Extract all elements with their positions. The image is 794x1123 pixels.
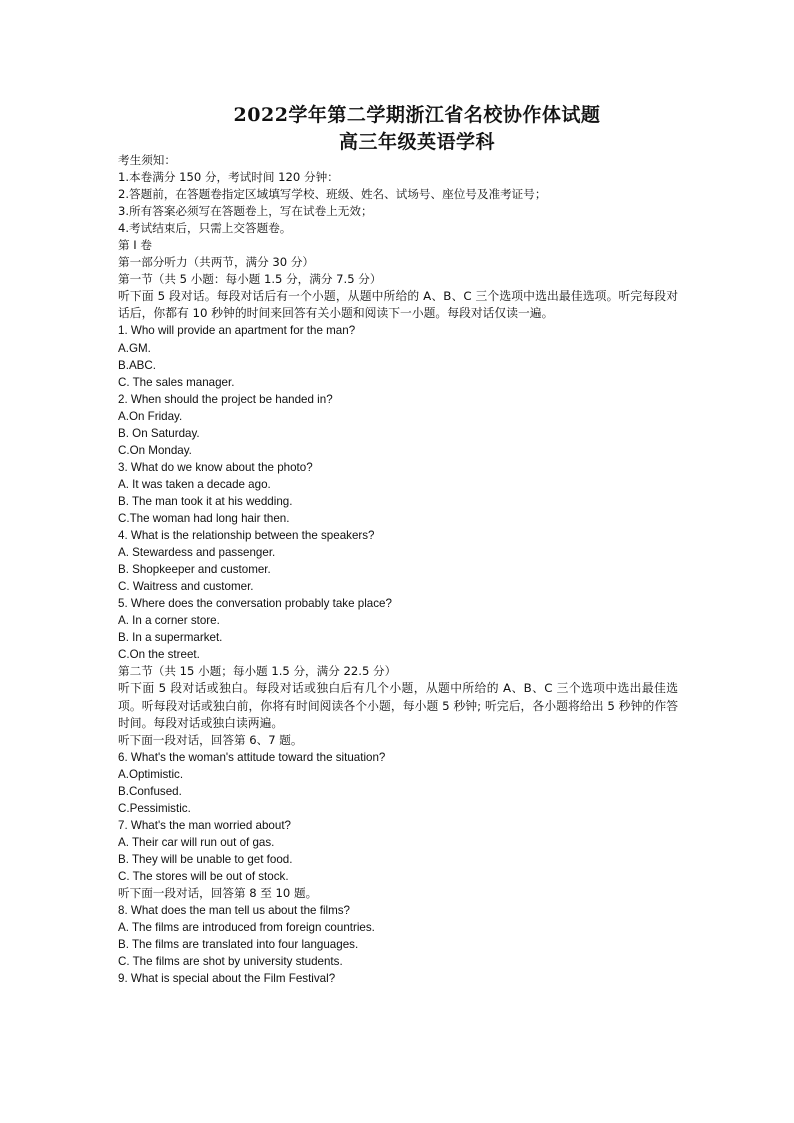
option-a: A. It was taken a decade ago. [118, 477, 271, 491]
section-instruction: 听下面 5 段对话。每段对话后有一个小题，从题中所给的 A、B、C 三个选项中选出最佳选项。听完每段对话后，你都有 10 秒钟的时间来回答有关小题和阅读下一小题。每段对话仅读一遍。 [118, 289, 678, 321]
option-a: A. Stewardess and passenger. [118, 546, 276, 560]
dialog-intro: 听下面一段对话，回答第 6、7 题。 [118, 732, 303, 747]
option-a: A.Optimistic. [118, 767, 184, 781]
exam-body [118, 152, 678, 987]
option-a: A.GM. [118, 341, 151, 355]
option-b: B. In a supermarket. [118, 631, 223, 645]
option-a: A. The films are introduced from foreign countries. [118, 921, 375, 935]
option-c: C. The films are shot by university students. [118, 955, 343, 969]
notice-item: 3.所有答案必须写在答题卷上，写在试卷上无效； [118, 204, 373, 219]
question-text: 8. What does the man tell us about the films? [118, 904, 350, 918]
option-c: C.Pessimistic. [118, 801, 191, 815]
notice-item: 1.本卷满分 150 分，考试时间 120 分钟： [118, 170, 339, 185]
option-a: A. Their car will run out of gas. [118, 835, 275, 849]
option-c: C. The stores will be out of stock. [118, 869, 289, 883]
question-text: 4. What is the relationship between the speakers? [118, 529, 375, 543]
section-instruction: 听下面 5 段对话或独白。每段对话或独白后有几个小题，从题中所给的 A、B、C 三个选项中选出最佳选项。听每段对话或独白前，你将有时间阅读各个小题，每小题 5 秒钟; 听完后，各小题将给出 5 秒钟的作答时间。每段对话或独白读两遍。 [118, 681, 678, 730]
question-text: 7. What's the man worried about? [118, 818, 291, 832]
option-c: C.The woman had long hair then. [118, 511, 290, 525]
exam-title: 2022学年第二学期浙江省名校协作体试题 [233, 104, 601, 126]
question-text: 1. Who will provide an apartment for the man? [118, 324, 356, 338]
option-b: B. They will be unable to get food. [118, 852, 293, 866]
dialog-intro: 听下面一段对话，回答第 8 至 10 题。 [118, 886, 318, 901]
notice-item: 4.考试结束后，只需上交答题卷。 [118, 221, 292, 236]
option-c: C. Waitress and customer. [118, 580, 254, 594]
question-text: 2. When should the project be handed in? [118, 392, 333, 406]
option-b: B. The films are translated into four languages. [118, 938, 359, 952]
question-text: 3. What do we know about the photo? [118, 460, 313, 474]
option-b: B. Shopkeeper and customer. [118, 563, 271, 577]
option-a: A. In a corner store. [118, 614, 220, 628]
notice-item: 2.答题前，在答题卷指定区域填写学校、班级、姓名、试场号、座位号及准考证号； [118, 187, 547, 202]
section-heading: 第二节（共 15 小题；每小题 1.5 分，满分 22.5 分） [118, 664, 397, 679]
option-c: C. The sales manager. [118, 375, 235, 389]
option-b: B.ABC. [118, 358, 157, 372]
volume-label: 第 I 卷 [118, 238, 152, 253]
option-c: C.On Monday. [118, 443, 192, 457]
option-b: B. The man took it at his wedding. [118, 494, 293, 508]
section-heading: 第一节（共 5 小题：每小题 1.5 分，满分 7.5 分） [118, 272, 382, 287]
option-a: A.On Friday. [118, 409, 183, 423]
question-text: 6. What's the woman's attitude toward the situation? [118, 750, 386, 764]
option-b: B.Confused. [118, 784, 182, 798]
exam-subtitle: 高三年级英语学科 [338, 131, 495, 153]
notice-heading: 考生须知： [118, 153, 176, 167]
question-text: 9. What is special about the Film Festival? [118, 972, 336, 986]
option-b: B. On Saturday. [118, 426, 200, 440]
option-c: C.On the street. [118, 648, 200, 662]
question-text: 5. Where does the conversation probably take place? [118, 597, 392, 611]
part-heading: 第一部分听力（共两节，满分 30 分） [118, 255, 315, 270]
